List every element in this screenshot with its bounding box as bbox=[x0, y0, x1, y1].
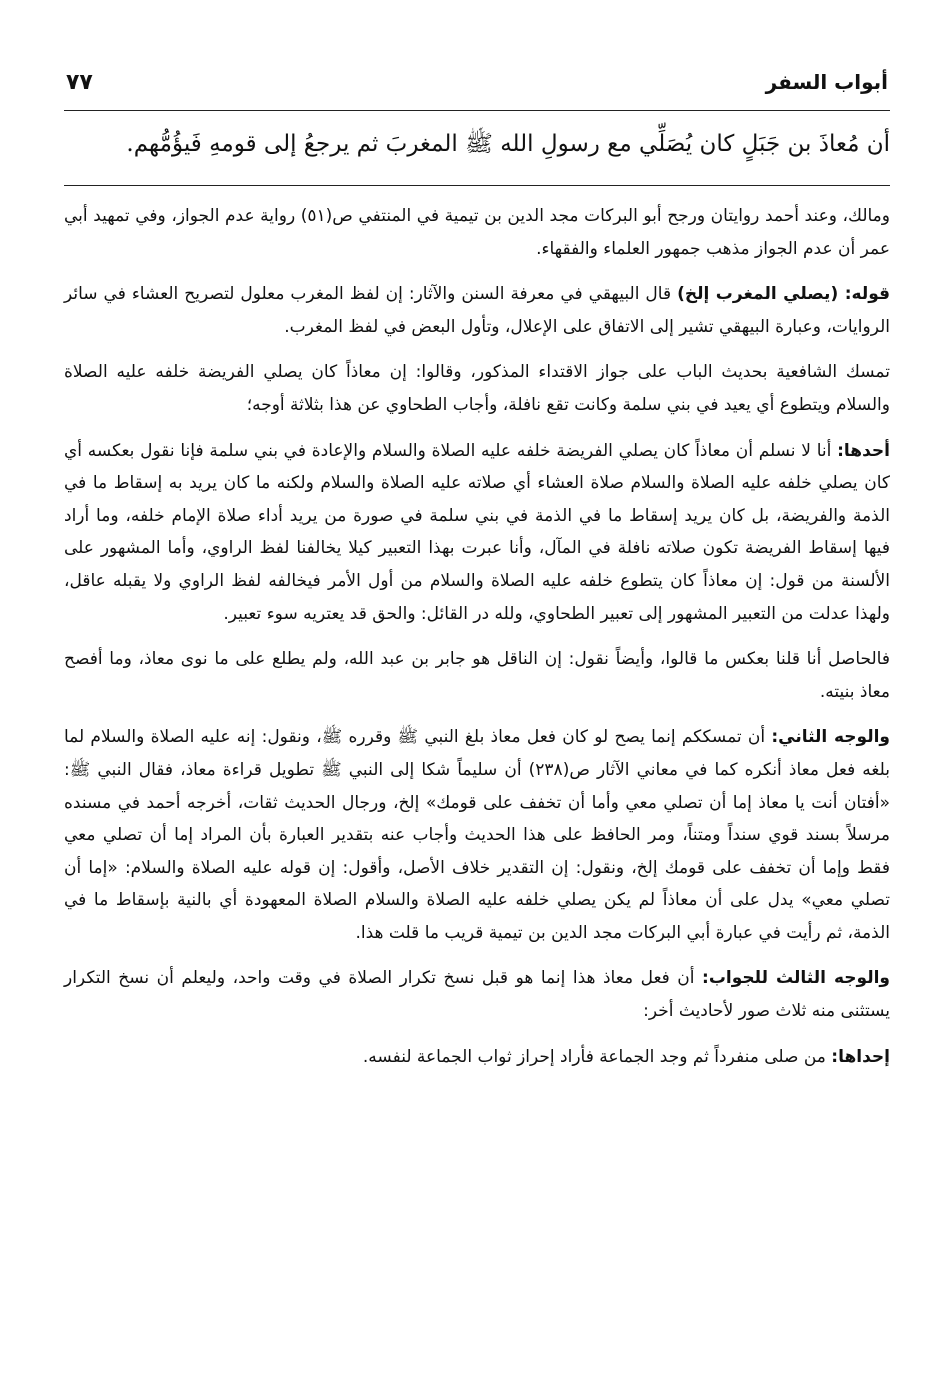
paragraph-lead: قوله: (يصلي المغرب إلخ) bbox=[677, 284, 890, 305]
hadith-text: أن مُعاذَ بن جَبَلٍ كان يُصَلِّي مع رسولِ الله ﷺ المغربَ ثم يرجعُ إلى قومهِ فَيؤُمُّهم. bbox=[126, 131, 890, 157]
paragraph-7 bbox=[64, 962, 890, 1027]
paragraph-lead: أحدها: bbox=[837, 440, 890, 461]
paragraph-lead: والوجه الثاني: bbox=[771, 727, 890, 748]
paragraph-8 bbox=[64, 1041, 890, 1074]
book-page bbox=[64, 70, 890, 1086]
paragraph-2 bbox=[64, 278, 890, 343]
paragraph-text: ومالك، وعند أحمد روايتان ورجح أبو البركات مجد الدين بن تيمية في المنتفي ص(٥١) رواية عدم الجواز، وفي تمهيد أبي عمر أن عدم الجواز مذهب جمهور العلماء والفقهاء. bbox=[64, 206, 890, 259]
paragraph-5 bbox=[64, 643, 890, 708]
paragraph-4 bbox=[64, 435, 890, 631]
paragraph-text: تمسك الشافعية بحديث الباب على جواز الاقتداء المذكور، وقالوا: إن معاذاً كان يصلي الفريضة خلفه عليه الصلاة والسلام ويتطوع أي يعيد في بني سلمة وكانت تقع نافلة، وأجاب الطحاوي عن هذا بثلاثة أوجه؛ bbox=[64, 362, 890, 415]
paragraph-text: أنا لا نسلم أن معاذاً كان يصلي الفريضة خلفه عليه الصلاة والسلام والإعادة في بني سلمة فإنا نقول بعكسه أي كان يصلي خلفه عليه الصلاة والسلام صلاة العشاء أي صلاته عليه الصلاة والسلام ولكنه ما كان يريد به إسقاط ما في الذمة والفريضة، بل كان يريد إسقاط ما في الذمة في بني سلمة في صورة من يريد أداء صلاة الإمام خلفه، وما أراد فيها إسقاط الفريضة تكون صلاته نافلة في المآل، وأنا عبرت بهذا التعبير كيلا يخالفنا لفظ الراوي، وأما المشهور على الألسنة من قول: إن معاذاً كان يتطوع خلفه عليه الصلاة والسلام من أول الأمر فيخالفه لفظ الراوي ولا يقبله عاقل، ولهذا عدلت من التعبير المشهور إلى تعبير الطحاوي، ولله در القائل: والحق قد يعتريه سوء تعبير. bbox=[64, 440, 890, 624]
paragraph-lead: والوجه الثالث للجواب: bbox=[702, 968, 890, 989]
paragraph-text: من صلى منفرداً ثم وجد الجماعة فأراد إحراز ثواب الجماعة لنفسه. bbox=[362, 1046, 832, 1067]
paragraph-text: قال البيهقي في معرفة السنن والآثار: إن لفظ المغرب معلول لتصريح العشاء في سائر الروايات، وعبارة البيهقي تشير إلى الاتفاق على الإعلال، وتأول البعض في لفظ المغرب. bbox=[64, 284, 890, 337]
header-divider bbox=[64, 110, 890, 111]
paragraph-text: أن تمسككم إنما يصح لو كان فعل معاذ بلغ النبي ﷺ وقرره ﷺ، ونقول: إنه عليه الصلاة والسلام لما بلغه فعل معاذ أنكره كما في معاني الآثار ص(٢٣٨) أن سليماً شكا إلى النبي ﷺ تطويل قراءة معاذ، فقال النبي ﷺ: «أفتان أنت يا معاذ إما أن تصلي معي وأما أن تخفف على قومك» إلخ، ورجال الحديث ثقات، أخرجه أحمد في مسنده مرسلاً بسند قوي سنداً ومتناً، ومر الحافظ على هذا الحديث وأجاب عنه بتقدير العبارة بأن المراد إما أن تصلي معي فقط وإما أن تخفف على قومك إلخ، ونقول: إن التقدير خلاف الأصل، وأقول: إن قوله عليه الصلاة والسلام: «إما أن تصلي معي» يدل على أن معاذاً لم يكن يصلي خلفه عليه الصلاة والسلام الصلاة المعهودة أي بالنية بإسقاط ما في الذمة، ثم رأيت في عبارة أبي البركات مجد الدين بن تيمية قريب ما قلت هذا. bbox=[64, 727, 890, 943]
paragraph-lead: إحداها: bbox=[831, 1046, 890, 1067]
paragraph-3 bbox=[64, 356, 890, 421]
paragraph-text: فالحاصل أنا قلنا بعكس ما قالوا، وأيضاً نقول: إن الناقل هو جابر بن عبد الله، ولم يطلع على ما نوى معاذ، وما أفصح معاذ بنيته. bbox=[64, 649, 890, 702]
chapter-title: أبواب السفر bbox=[765, 70, 888, 94]
paragraph-text: أن فعل معاذ هذا إنما هو قبل نسخ تكرار الصلاة في وقت واحد، وليعلم أن نسخ التكرار يستثنى منه ثلاث صور لأحاديث أخر: bbox=[64, 968, 890, 1022]
page-number: ٧٧ bbox=[66, 70, 93, 95]
paragraph-1 bbox=[64, 200, 890, 265]
page-header bbox=[64, 70, 890, 110]
paragraph-6 bbox=[64, 721, 890, 949]
commentary-divider bbox=[64, 185, 890, 186]
